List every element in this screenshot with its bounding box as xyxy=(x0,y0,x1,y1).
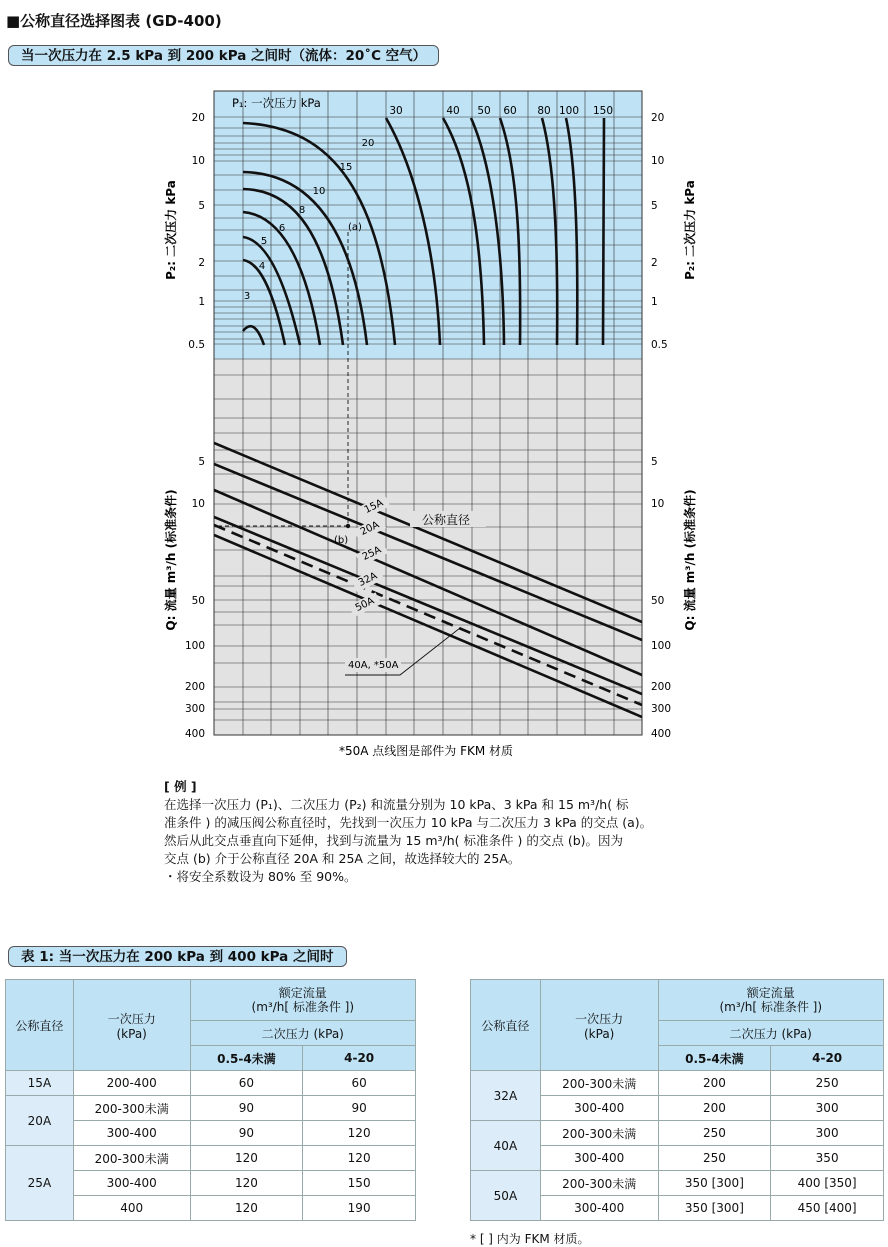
col-header-range-b: 4-20 xyxy=(771,1046,884,1071)
callout-label: 40A, *50A xyxy=(348,660,399,671)
p1-cell: 300-400 xyxy=(540,1096,658,1121)
size-label: 25A xyxy=(360,544,384,563)
table-row xyxy=(471,1171,884,1196)
table-row xyxy=(6,1096,416,1121)
p1-cell: 300-400 xyxy=(73,1171,190,1196)
flow-cell: 350 xyxy=(771,1146,884,1171)
p1-cell: 300-400 xyxy=(540,1146,658,1171)
q-tick-left: 50 xyxy=(191,595,205,607)
flow-cell: 60 xyxy=(303,1071,416,1096)
flow-cell: 90 xyxy=(190,1096,303,1121)
p2-tick-left: 20 xyxy=(191,112,205,124)
curve-label: 8 xyxy=(298,205,306,216)
size-cell: 32A xyxy=(471,1071,541,1121)
q-tick-right: 100 xyxy=(651,640,672,652)
p2-axis-title-right: P₂: 二次压力 kPa xyxy=(683,180,697,280)
p1-cell: 200-300未满 xyxy=(540,1071,658,1096)
flow-cell: 450 [400] xyxy=(771,1196,884,1221)
flow-cell: 120 xyxy=(190,1196,303,1221)
p1-axis-label: P₁: 一次压力 kPa xyxy=(232,96,321,110)
flow-cell: 60 xyxy=(190,1071,303,1096)
table-row xyxy=(471,1121,884,1146)
p1-cell: 200-300未满 xyxy=(73,1096,190,1121)
col-header-size: 公称直径 xyxy=(6,980,74,1071)
col-header-flow: 额定流量 (m³/h[ 标准条件 ]) xyxy=(190,980,415,1021)
q-tick-right: 50 xyxy=(651,595,665,607)
p1-value-label: 40 xyxy=(446,105,460,117)
p1-cell: 400 xyxy=(73,1196,190,1221)
p2-tick-left: 5 xyxy=(198,200,205,212)
p2-tick-left: 10 xyxy=(191,155,205,167)
p2-tick-left: 2 xyxy=(198,257,205,269)
col-header-p1: 一次压力 (kPa) xyxy=(540,980,658,1071)
size-cell: 25A xyxy=(6,1146,74,1221)
page-title: ■公称直径选择图表 (GD-400) xyxy=(6,12,222,30)
curve-label: 3 xyxy=(243,291,251,302)
p1-cell: 200-400 xyxy=(73,1071,190,1096)
table-row xyxy=(471,1071,884,1096)
col-header-p2: 二次压力 (kPa) xyxy=(190,1021,415,1046)
spec-table-left xyxy=(5,979,416,1221)
p1-value-label: 50 xyxy=(477,105,491,117)
p2-tick-left: 0.5 xyxy=(188,339,205,351)
flow-cell: 90 xyxy=(190,1121,303,1146)
flow-cell: 120 xyxy=(303,1146,416,1171)
flow-cell: 190 xyxy=(303,1196,416,1221)
q-tick-right: 10 xyxy=(651,498,665,510)
p2-tick-right: 10 xyxy=(651,155,665,167)
table-note: * [ ] 内为 FKM 材质。 xyxy=(470,1232,590,1246)
p1-cell: 300-400 xyxy=(540,1196,658,1221)
size-cell: 20A xyxy=(6,1096,74,1146)
flow-cell: 120 xyxy=(303,1121,416,1146)
pressure-curve xyxy=(603,118,604,345)
flow-cell: 250 xyxy=(771,1071,884,1096)
p1-value-label: 80 xyxy=(537,105,551,117)
q-tick-left: 400 xyxy=(184,728,205,740)
p1-value-label: 30 xyxy=(389,105,403,117)
q-tick-left: 100 xyxy=(184,640,205,652)
p1-value-label: 100 xyxy=(558,105,580,117)
curve-label: 15 xyxy=(339,162,353,173)
section-banner: 当一次压力在 2.5 kPa 到 200 kPa 之间时（流体：20˚C 空气） xyxy=(8,45,439,66)
q-tick-right: 300 xyxy=(651,703,672,715)
p1-value-label: 60 xyxy=(503,105,517,117)
p2-tick-right: 5 xyxy=(651,200,658,212)
p1-cell: 200-300未满 xyxy=(540,1121,658,1146)
col-header-p1: 一次压力 (kPa) xyxy=(73,980,190,1071)
table-banner: 表 1: 当一次压力在 200 kPa 到 400 kPa 之间时 xyxy=(8,946,347,967)
flow-cell: 250 xyxy=(658,1121,771,1146)
q-tick-left: 300 xyxy=(184,703,205,715)
curve-label: 20 xyxy=(361,138,375,149)
p1-cell: 200-300未满 xyxy=(73,1146,190,1171)
q-axis-title-left: Q: 流量 m³/h (标准条件) xyxy=(164,489,178,631)
p2-tick-right: 2 xyxy=(651,257,658,269)
q-tick-right: 200 xyxy=(651,681,672,693)
curve-label: 5 xyxy=(260,236,268,247)
flow-cell: 300 xyxy=(771,1121,884,1146)
col-header-size: 公称直径 xyxy=(471,980,541,1071)
q-tick-right: 5 xyxy=(651,456,658,468)
q-tick-left: 200 xyxy=(184,681,205,693)
point-b-marker xyxy=(346,524,350,528)
col-header-range-b: 4-20 xyxy=(303,1046,416,1071)
q-tick-left: 5 xyxy=(198,456,205,468)
size-label: 50A xyxy=(353,595,377,614)
col-header-p2: 二次压力 (kPa) xyxy=(658,1021,883,1046)
p2-axis-title-left: P₂: 二次压力 kPa xyxy=(164,180,178,280)
p2-tick-right: 1 xyxy=(651,296,658,308)
col-header-range-a: 0.5-4未满 xyxy=(658,1046,771,1071)
example-line: ・将安全系数设为 80% 至 90%。 xyxy=(164,869,357,884)
size-cell: 15A xyxy=(6,1071,74,1096)
flow-cell: 400 [350] xyxy=(771,1171,884,1196)
curve-label: 10 xyxy=(312,186,326,197)
flow-cell: 90 xyxy=(303,1096,416,1121)
size-cell: 40A xyxy=(471,1121,541,1171)
p2-tick-right: 0.5 xyxy=(651,339,668,351)
q-tick-left: 10 xyxy=(191,498,205,510)
size-label: 32A xyxy=(356,570,380,589)
example-line: 准条件 ) 的减压阀公称直径时，先找到一次压力 10 kPa 与二次压力 3 kPa 的交点 (a)。 xyxy=(164,815,653,830)
curve-label: 6 xyxy=(278,223,286,234)
flow-panel xyxy=(214,359,642,735)
example-line: 交点 (b) 介于公称直径 20A 和 25A 之间，故选择较大的 25A。 xyxy=(164,851,521,866)
flow-cell: 350 [300] xyxy=(658,1196,771,1221)
example-line: 然后从此交点垂直向下延伸，找到与流量为 15 m³/h( 标准条件 ) 的交点 (b)。因为 xyxy=(164,833,624,848)
flow-cell: 300 xyxy=(771,1096,884,1121)
point-b-label: (b) xyxy=(334,535,349,546)
example-text xyxy=(164,778,652,886)
size-label: 15A xyxy=(362,497,386,516)
flow-cell: 350 [300] xyxy=(658,1171,771,1196)
flow-cell: 120 xyxy=(190,1171,303,1196)
p1-value-label: 150 xyxy=(592,105,614,117)
flow-cell: 120 xyxy=(190,1146,303,1171)
p2-tick-left: 1 xyxy=(198,296,205,308)
example-line: 在选择一次压力 (P₁)、二次压力 (P₂) 和流量分别为 10 kPa、3 kPa 和 15 m³/h( 标 xyxy=(164,797,629,812)
q-tick-right: 400 xyxy=(651,728,672,740)
table-row xyxy=(6,1146,416,1171)
point-a-label: (a) xyxy=(348,222,362,233)
size-title: 公称直径 xyxy=(422,513,471,527)
table-row xyxy=(6,1071,416,1096)
flow-cell: 250 xyxy=(658,1146,771,1171)
curve-label: 4 xyxy=(258,261,266,272)
flow-cell: 150 xyxy=(303,1171,416,1196)
spec-table-right xyxy=(470,979,884,1221)
q-axis-title-right: Q: 流量 m³/h (标准条件) xyxy=(683,489,697,631)
col-header-flow: 额定流量 (m³/h[ 标准条件 ]) xyxy=(658,980,883,1021)
size-label: 20A xyxy=(358,519,382,538)
chart-footnote: *50A 点线图是部件为 FKM 材质 xyxy=(338,744,514,758)
p1-cell: 300-400 xyxy=(73,1121,190,1146)
flow-cell: 200 xyxy=(658,1096,771,1121)
p1-cell: 200-300未满 xyxy=(540,1171,658,1196)
col-header-range-a: 0.5-4未满 xyxy=(190,1046,303,1071)
size-cell: 50A xyxy=(471,1171,541,1221)
example-heading: [ 例 ] xyxy=(164,779,197,794)
p2-tick-right: 20 xyxy=(651,112,665,124)
flow-cell: 200 xyxy=(658,1071,771,1096)
